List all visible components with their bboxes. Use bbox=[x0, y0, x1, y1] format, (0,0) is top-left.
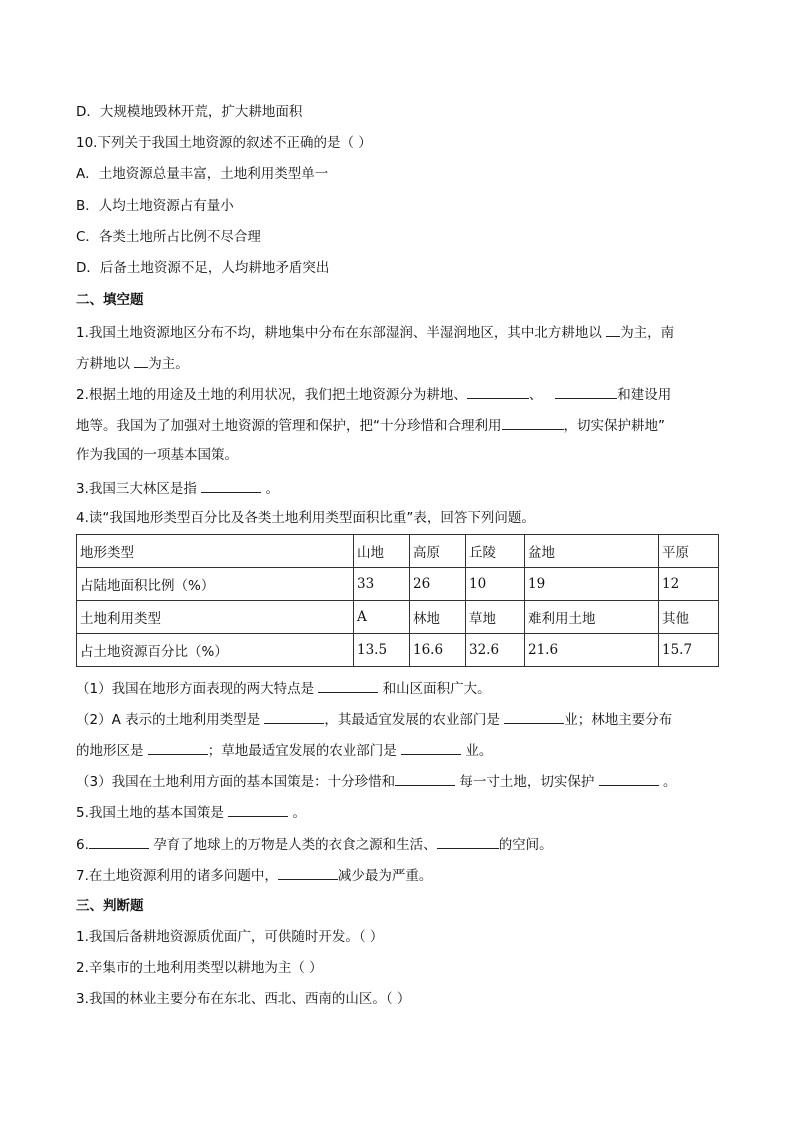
table-cell: 平原 bbox=[659, 535, 719, 568]
table-cell: 林地 bbox=[410, 601, 466, 634]
table-row bbox=[77, 601, 719, 634]
fill-q2-blank-1[interactable] bbox=[467, 384, 529, 399]
fill-q2-text-c: 和建设用 bbox=[617, 387, 672, 403]
fill-q6-text-a: 6. bbox=[76, 837, 89, 853]
q10-option-d: D．后备土地资源不足，人均耕地矛盾突出 bbox=[76, 260, 330, 276]
fill-q4-stem: 4.读“我国地形类型百分比及各类土地利用类型面积比重”表，回答下列问题。 bbox=[76, 510, 535, 526]
table-cell: 10 bbox=[466, 568, 525, 601]
table-cell: 12 bbox=[659, 568, 719, 601]
fill-q1-line2 bbox=[76, 353, 189, 373]
fill-q4-sub2-blank-2[interactable] bbox=[504, 709, 564, 724]
q10-stem: 10.下列关于我国土地资源的叙述不正确的是（ ） bbox=[76, 135, 372, 151]
table-cell: 土地利用类型 bbox=[77, 601, 354, 634]
fill-q5 bbox=[76, 802, 306, 822]
fill-q2-text-a: 2.根据土地的用途及土地的利用状况，我们把土地资源分为耕地、 bbox=[76, 387, 467, 403]
fill-q4-sub2-line2 bbox=[76, 740, 492, 760]
fill-q4-sub3 bbox=[76, 771, 676, 791]
fill-q7 bbox=[76, 865, 432, 885]
table-cell: 地形类型 bbox=[77, 535, 354, 568]
fill-q4-sub2-text-b: ，其最适宜发展的农业部门是 bbox=[324, 712, 500, 728]
fill-q7-blank[interactable] bbox=[278, 865, 338, 880]
q10-option-a: A．土地资源总量丰富，土地利用类型单一 bbox=[76, 166, 329, 182]
fill-q2-line1 bbox=[76, 384, 671, 404]
fill-q4-sub2-text-a: （2）A 表示的土地利用类型是 bbox=[76, 712, 261, 728]
section-title-fill-blank: 二、填空题 bbox=[76, 292, 144, 308]
fill-q4-sub2-text-c: 业；林地主要分布 bbox=[564, 712, 673, 728]
fill-q4-sub1-text-b: 和山区面积广大。 bbox=[382, 681, 491, 697]
q10-option-b: B．人均土地资源占有量小 bbox=[76, 198, 234, 214]
table-row bbox=[77, 634, 719, 667]
table-cell: 16.6 bbox=[410, 634, 466, 667]
fill-q2-text-d: 地等。我国为了加强对土地资源的管理和保护，把“十分珍惜和合理利用 bbox=[76, 418, 502, 434]
fill-q3-text-a: 3.我国三大林区是指 bbox=[76, 481, 197, 497]
fill-q1-text-d: 为主。 bbox=[148, 356, 189, 372]
table-cell: 山地 bbox=[354, 535, 410, 568]
fill-q7-text-a: 7.在土地资源利用的诸多问题中， bbox=[76, 868, 278, 884]
fill-q4-sub3-blank-1[interactable] bbox=[395, 771, 455, 786]
fill-q1-text-c: 方耕地以 bbox=[76, 356, 130, 372]
table-cell: 15.7 bbox=[659, 634, 719, 667]
fill-q1-blank-1[interactable] bbox=[606, 322, 620, 337]
q9-option-d: D．大规模地毁林开荒，扩大耕地面积 bbox=[76, 104, 303, 120]
fill-q3-blank[interactable] bbox=[201, 478, 261, 493]
judge-q3: 3.我国的林业主要分布在东北、西北、西南的山区。（ ） bbox=[76, 991, 411, 1007]
fill-q4-sub2-text-e: ；草地最适宜发展的农业部门是 bbox=[207, 743, 397, 759]
fill-q5-text-b: 。 bbox=[292, 805, 306, 821]
fill-q1-line1 bbox=[76, 322, 674, 342]
fill-q6-blank-2[interactable] bbox=[437, 834, 499, 849]
fill-q2-blank-2[interactable] bbox=[555, 384, 617, 399]
fill-q2-line3: 作为我国的一项基本国策。 bbox=[76, 447, 238, 463]
fill-q4-sub2-blank-4[interactable] bbox=[401, 740, 461, 755]
fill-q4-sub3-blank-2[interactable] bbox=[599, 771, 659, 786]
fill-q2-text-b: 、 bbox=[528, 387, 543, 403]
table-cell: 盆地 bbox=[525, 535, 659, 568]
table-row bbox=[77, 568, 719, 601]
table-cell: 丘陵 bbox=[466, 535, 525, 568]
fill-q5-text-a: 5.我国土地的基本国策是 bbox=[76, 805, 224, 821]
fill-q4-sub3-text-c: 。 bbox=[662, 774, 677, 790]
fill-q6 bbox=[76, 834, 553, 854]
q10-option-c: C．各类土地所占比例不尽合理 bbox=[76, 229, 261, 245]
fill-q4-sub2-blank-3[interactable] bbox=[148, 740, 208, 755]
fill-q4-sub2-blank-1[interactable] bbox=[264, 709, 324, 724]
fill-q4-sub1-text-a: （1）我国在地形方面表现的两大特点是 bbox=[76, 681, 315, 697]
fill-q2-text-e: ，切实保护耕地” bbox=[563, 418, 665, 434]
table-cell: 21.6 bbox=[525, 634, 659, 667]
fill-q4-sub2-text-d: 的地形区是 bbox=[76, 743, 144, 759]
fill-q1-blank-2[interactable] bbox=[134, 353, 148, 368]
table-cell: A bbox=[354, 601, 410, 634]
fill-q4-sub3-text-b: 每一寸土地，切实保护 bbox=[459, 774, 595, 790]
judge-q1: 1.我国后备耕地资源质优面广，可供随时开发。（ ） bbox=[76, 929, 384, 945]
fill-q2-blank-3[interactable] bbox=[502, 415, 564, 430]
fill-q1-text-a: 1.我国土地资源地区分布不均，耕地集中分布在东部湿润、半湿润地区，其中北方耕地以 bbox=[76, 325, 602, 341]
table-row bbox=[77, 535, 719, 568]
fill-q5-blank[interactable] bbox=[228, 802, 288, 817]
table-cell: 其他 bbox=[659, 601, 719, 634]
section-title-true-false: 三、判断题 bbox=[76, 898, 144, 914]
fill-q4-sub1-blank[interactable] bbox=[318, 678, 378, 693]
fill-q6-text-b: 孕育了地球上的万物是人类的衣食之源和生活、 bbox=[153, 837, 437, 853]
table-cell: 19 bbox=[525, 568, 659, 601]
table-cell: 32.6 bbox=[466, 634, 525, 667]
fill-q7-text-b: 减少最为严重。 bbox=[337, 868, 433, 884]
fill-q6-text-c: 的空间。 bbox=[498, 837, 553, 853]
table-cell: 草地 bbox=[466, 601, 525, 634]
fill-q4-sub2-line1 bbox=[76, 709, 672, 729]
fill-q1-text-b: 为主，南 bbox=[620, 325, 675, 341]
fill-q3 bbox=[76, 478, 279, 498]
terrain-landuse-table bbox=[76, 534, 719, 667]
fill-q3-text-b: 。 bbox=[265, 481, 279, 497]
fill-q2-line2 bbox=[76, 415, 665, 435]
judge-q2: 2.辛集市的土地利用类型以耕地为主（ ） bbox=[76, 960, 323, 976]
table-cell: 占土地资源百分比（%） bbox=[77, 634, 354, 667]
table-cell: 33 bbox=[354, 568, 410, 601]
table-cell: 26 bbox=[410, 568, 466, 601]
fill-q6-blank-1[interactable] bbox=[89, 834, 149, 849]
table-cell: 高原 bbox=[410, 535, 466, 568]
table-cell: 占陆地面积比例（%） bbox=[77, 568, 354, 601]
fill-q4-sub1 bbox=[76, 678, 491, 698]
table-cell: 难利用土地 bbox=[525, 601, 659, 634]
fill-q4-sub2-text-f: 业。 bbox=[465, 743, 493, 759]
fill-q4-sub3-text-a: （3）我国在土地利用方面的基本国策是：十分珍惜和 bbox=[76, 774, 396, 790]
table-cell: 13.5 bbox=[354, 634, 410, 667]
